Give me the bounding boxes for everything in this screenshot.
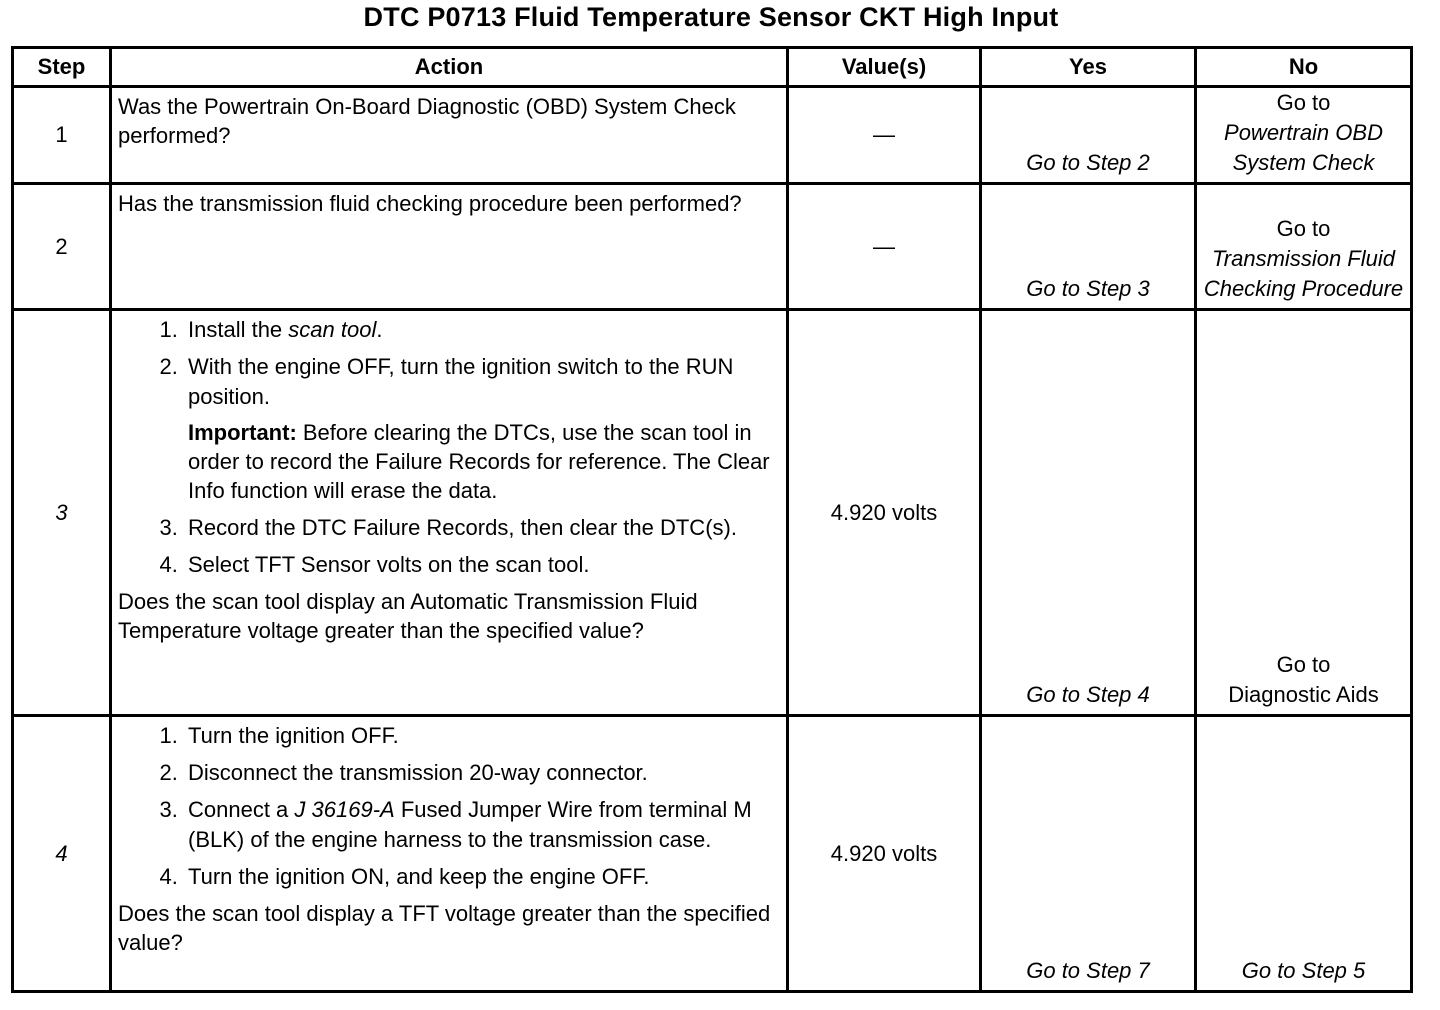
step-number: 4 bbox=[13, 716, 111, 992]
procedure-list bbox=[118, 721, 780, 892]
list-item: 3. Record the DTC Failure Records, then clear the DTC(s). bbox=[184, 513, 780, 543]
list-item: 2. Disconnect the transmission 20-way connector. bbox=[184, 758, 780, 788]
no-cell bbox=[1196, 184, 1412, 310]
list-item: 2. With the engine OFF, turn the ignition switch to the RUN position. Important: Before clearing the DTCs, use the scan tool in order to record the Failure Records for reference. The Clear Info function will erase the data. bbox=[184, 352, 780, 505]
action-cell bbox=[111, 184, 788, 310]
no-prefix: Go to bbox=[1276, 90, 1331, 115]
no-prefix: Go to bbox=[1276, 652, 1331, 677]
no-cell bbox=[1196, 87, 1412, 184]
header-no: No bbox=[1196, 48, 1412, 87]
header-yes: Yes bbox=[981, 48, 1196, 87]
header-value: Value(s) bbox=[788, 48, 981, 87]
no-cell bbox=[1196, 310, 1412, 716]
list-item: 4. Turn the ignition ON, and keep the engine OFF. bbox=[184, 862, 780, 892]
header-row bbox=[13, 48, 1412, 87]
table-row-step-2 bbox=[13, 184, 1412, 310]
diagnostic-table bbox=[11, 46, 1413, 993]
table-row-step-3 bbox=[13, 310, 1412, 716]
important-note: Important: Before clearing the DTCs, use the scan tool in order to record the Failure Records for reference. The Clear Info function will erase the data. bbox=[188, 420, 770, 503]
action-cell bbox=[111, 87, 788, 184]
value-cell: — bbox=[788, 184, 981, 310]
yes-cell: Go to Step 7 bbox=[981, 716, 1196, 992]
list-item: 3. Connect a J 36169-A Fused Jumper Wire from terminal M (BLK) of the engine harness to the transmission case. bbox=[184, 795, 780, 855]
list-item: 1. Install the scan tool. bbox=[184, 315, 780, 345]
no-link: Powertrain OBD System Check bbox=[1224, 120, 1383, 175]
yes-cell: Go to Step 2 bbox=[981, 87, 1196, 184]
procedure-list bbox=[118, 315, 780, 580]
page-title: DTC P0713 Fluid Temperature Sensor CKT High Input bbox=[363, 2, 1059, 32]
step-number: 3 bbox=[13, 310, 111, 716]
action-question: Does the scan tool display a TFT voltage greater than the specified value? bbox=[118, 901, 771, 955]
header-step: Step bbox=[13, 48, 111, 87]
list-item: 4. Select TFT Sensor volts on the scan tool. bbox=[184, 550, 780, 580]
step-number: 2 bbox=[13, 184, 111, 310]
no-prefix: Go to bbox=[1276, 216, 1331, 241]
action-question: Was the Powertrain On-Board Diagnostic (OBD) System Check performed? bbox=[118, 94, 736, 148]
value-cell: — bbox=[788, 87, 981, 184]
list-item: 1. Turn the ignition OFF. bbox=[184, 721, 780, 751]
table-row-step-1 bbox=[13, 87, 1412, 184]
action-cell bbox=[111, 716, 788, 992]
no-link: Transmission Fluid Checking Procedure bbox=[1203, 246, 1404, 301]
value-cell: 4.920 volts bbox=[788, 310, 981, 716]
table-row-step-4 bbox=[13, 716, 1412, 992]
value-cell: 4.920 volts bbox=[788, 716, 981, 992]
action-question: Has the transmission fluid checking procedure been performed? bbox=[118, 191, 742, 216]
yes-cell: Go to Step 3 bbox=[981, 184, 1196, 310]
action-question: Does the scan tool display an Automatic Transmission Fluid Temperature voltage greater than the specified value? bbox=[118, 589, 698, 643]
no-text: Diagnostic Aids bbox=[1228, 682, 1379, 707]
no-cell: Go to Step 5 bbox=[1196, 716, 1412, 992]
action-cell bbox=[111, 310, 788, 716]
yes-cell: Go to Step 4 bbox=[981, 310, 1196, 716]
header-action: Action bbox=[111, 48, 788, 87]
step-number: 1 bbox=[13, 87, 111, 184]
